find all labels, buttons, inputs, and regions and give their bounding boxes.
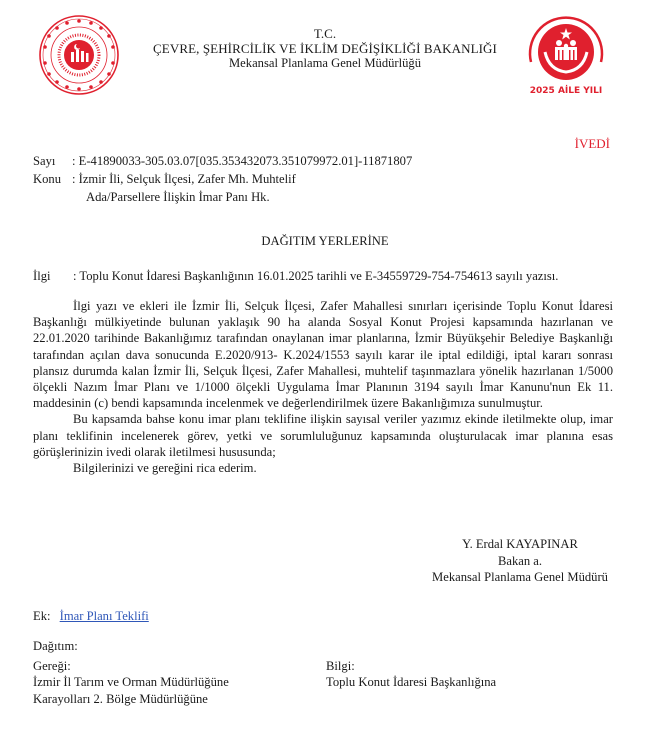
letter-body bbox=[33, 298, 613, 476]
aile-yili-2025-icon bbox=[521, 14, 611, 98]
unit-name: Mekansal Planlama Genel Müdürlüğü bbox=[228, 56, 421, 70]
body-paragraph: Bu kapsamda bahse konu imar planı teklifine ilişkin sayısal veriler yazımız ekinde iletilmekte olup, imar planı teklifinin incelenerek görev, yetki ve sorumluluğunuz kapsamında oluşturulacak imar planına esas görüşlerinizin ivedi olarak iletilmesi hususunda; bbox=[33, 412, 613, 459]
distribution-list bbox=[33, 638, 613, 707]
sayi-value: : E-41890033-305.03.07[035.353432073.351079972.01]-11871807 bbox=[72, 154, 413, 168]
info-recipient: Toplu Konut İdaresi Başkanlığına bbox=[326, 675, 497, 689]
document-meta bbox=[33, 152, 412, 206]
signatory-on-behalf: Bakan a. bbox=[497, 553, 543, 568]
urgency-flag: İVEDİ bbox=[574, 136, 610, 151]
konu-value: : İzmir İli, Selçuk İlçesi, Zafer Mh. Muhtelif bbox=[72, 172, 296, 186]
reference-row bbox=[33, 269, 558, 284]
signature-block bbox=[430, 536, 610, 586]
sayi-row bbox=[33, 152, 412, 170]
info-label: Bilgi: bbox=[326, 658, 355, 673]
konu-value-continued: Ada/Parsellere İlişkin İmar Panı Hk. bbox=[86, 190, 270, 204]
signatory-title: Mekansal Planlama Genel Müdürü bbox=[432, 570, 608, 584]
action-recipient: Karayolları 2. Bölge Müdürlüğüne bbox=[33, 691, 208, 706]
ministry-name: ÇEVRE, ŞEHİRCİLİK VE İKLİM DEĞİŞİKLİĞİ BAKANLIĞI bbox=[153, 41, 497, 56]
action-recipient: İzmir İl Tarım ve Orman Müdürlüğüne bbox=[33, 675, 229, 689]
attachment-label: Ek: bbox=[33, 609, 51, 623]
sayi-label: Sayı bbox=[33, 154, 56, 168]
body-paragraph: Bilgilerinizi ve gereğini rica ederim. bbox=[73, 461, 257, 476]
distribution-label: Dağıtım: bbox=[33, 639, 78, 653]
action-label: Gereği: bbox=[33, 658, 71, 673]
distribution-title: DAĞITIM YERLERİNE bbox=[261, 234, 389, 248]
reference-value: : Toplu Konut İdaresi Başkanlığının 16.01.2025 tarihli ve E-34559729-754-754613 sayılı yazısı. bbox=[73, 269, 559, 283]
reference-label: İlgi bbox=[33, 269, 51, 283]
body-paragraph: İlgi yazı ve ekleri ile İzmir İli, Selçuk İlçesi, Zafer Mahallesi sınırları içerisinde Toplu Konut İdaresi Başkanlığı mülkiyetinde bulunan yaklaşık 90 ha alanda Sosyal Konut Projesi kapsamında hazırlanan ve 22.01.2020 tarihinde Bakanlığımız tarafından onaylanan imar planlarına, İzmir Büyükşehir Belediye Başkanlığı tarafından açılan dava sonucunda E.2020/913- K.2024/1553 sayılı karar ile iptal edildiği, iptal kararı sonrası plansız durumda kalan İzmir İli, Selçuk İlçesi, Zafer Mahallesi, muhtelif taşınmazlara yönelik hazırlanan 1/5000 ölçekli Nazım İmar Planı ve 1/1000 ölçekli Uygulama İmar Planının 3194 sayılı İmar Kanunu'nun Ek 11. maddesinin (c) bendi kapsamında incelenmek ve değerlendirilmek üzere Bakanlığımıza sunulmuştur. bbox=[33, 299, 613, 411]
attachment-link[interactable]: İmar Planı Teklifi bbox=[59, 609, 149, 623]
aile-yili-text: 2025 AİLE YILI bbox=[529, 86, 603, 96]
attachment-row bbox=[33, 609, 149, 624]
action-recipients bbox=[33, 658, 326, 708]
konu-row bbox=[33, 170, 412, 188]
signatory-name: Y. Erdal KAYAPINAR bbox=[462, 537, 578, 551]
konu-label: Konu bbox=[33, 172, 61, 186]
info-recipients bbox=[326, 658, 496, 708]
country-label: T.C. bbox=[313, 26, 337, 41]
